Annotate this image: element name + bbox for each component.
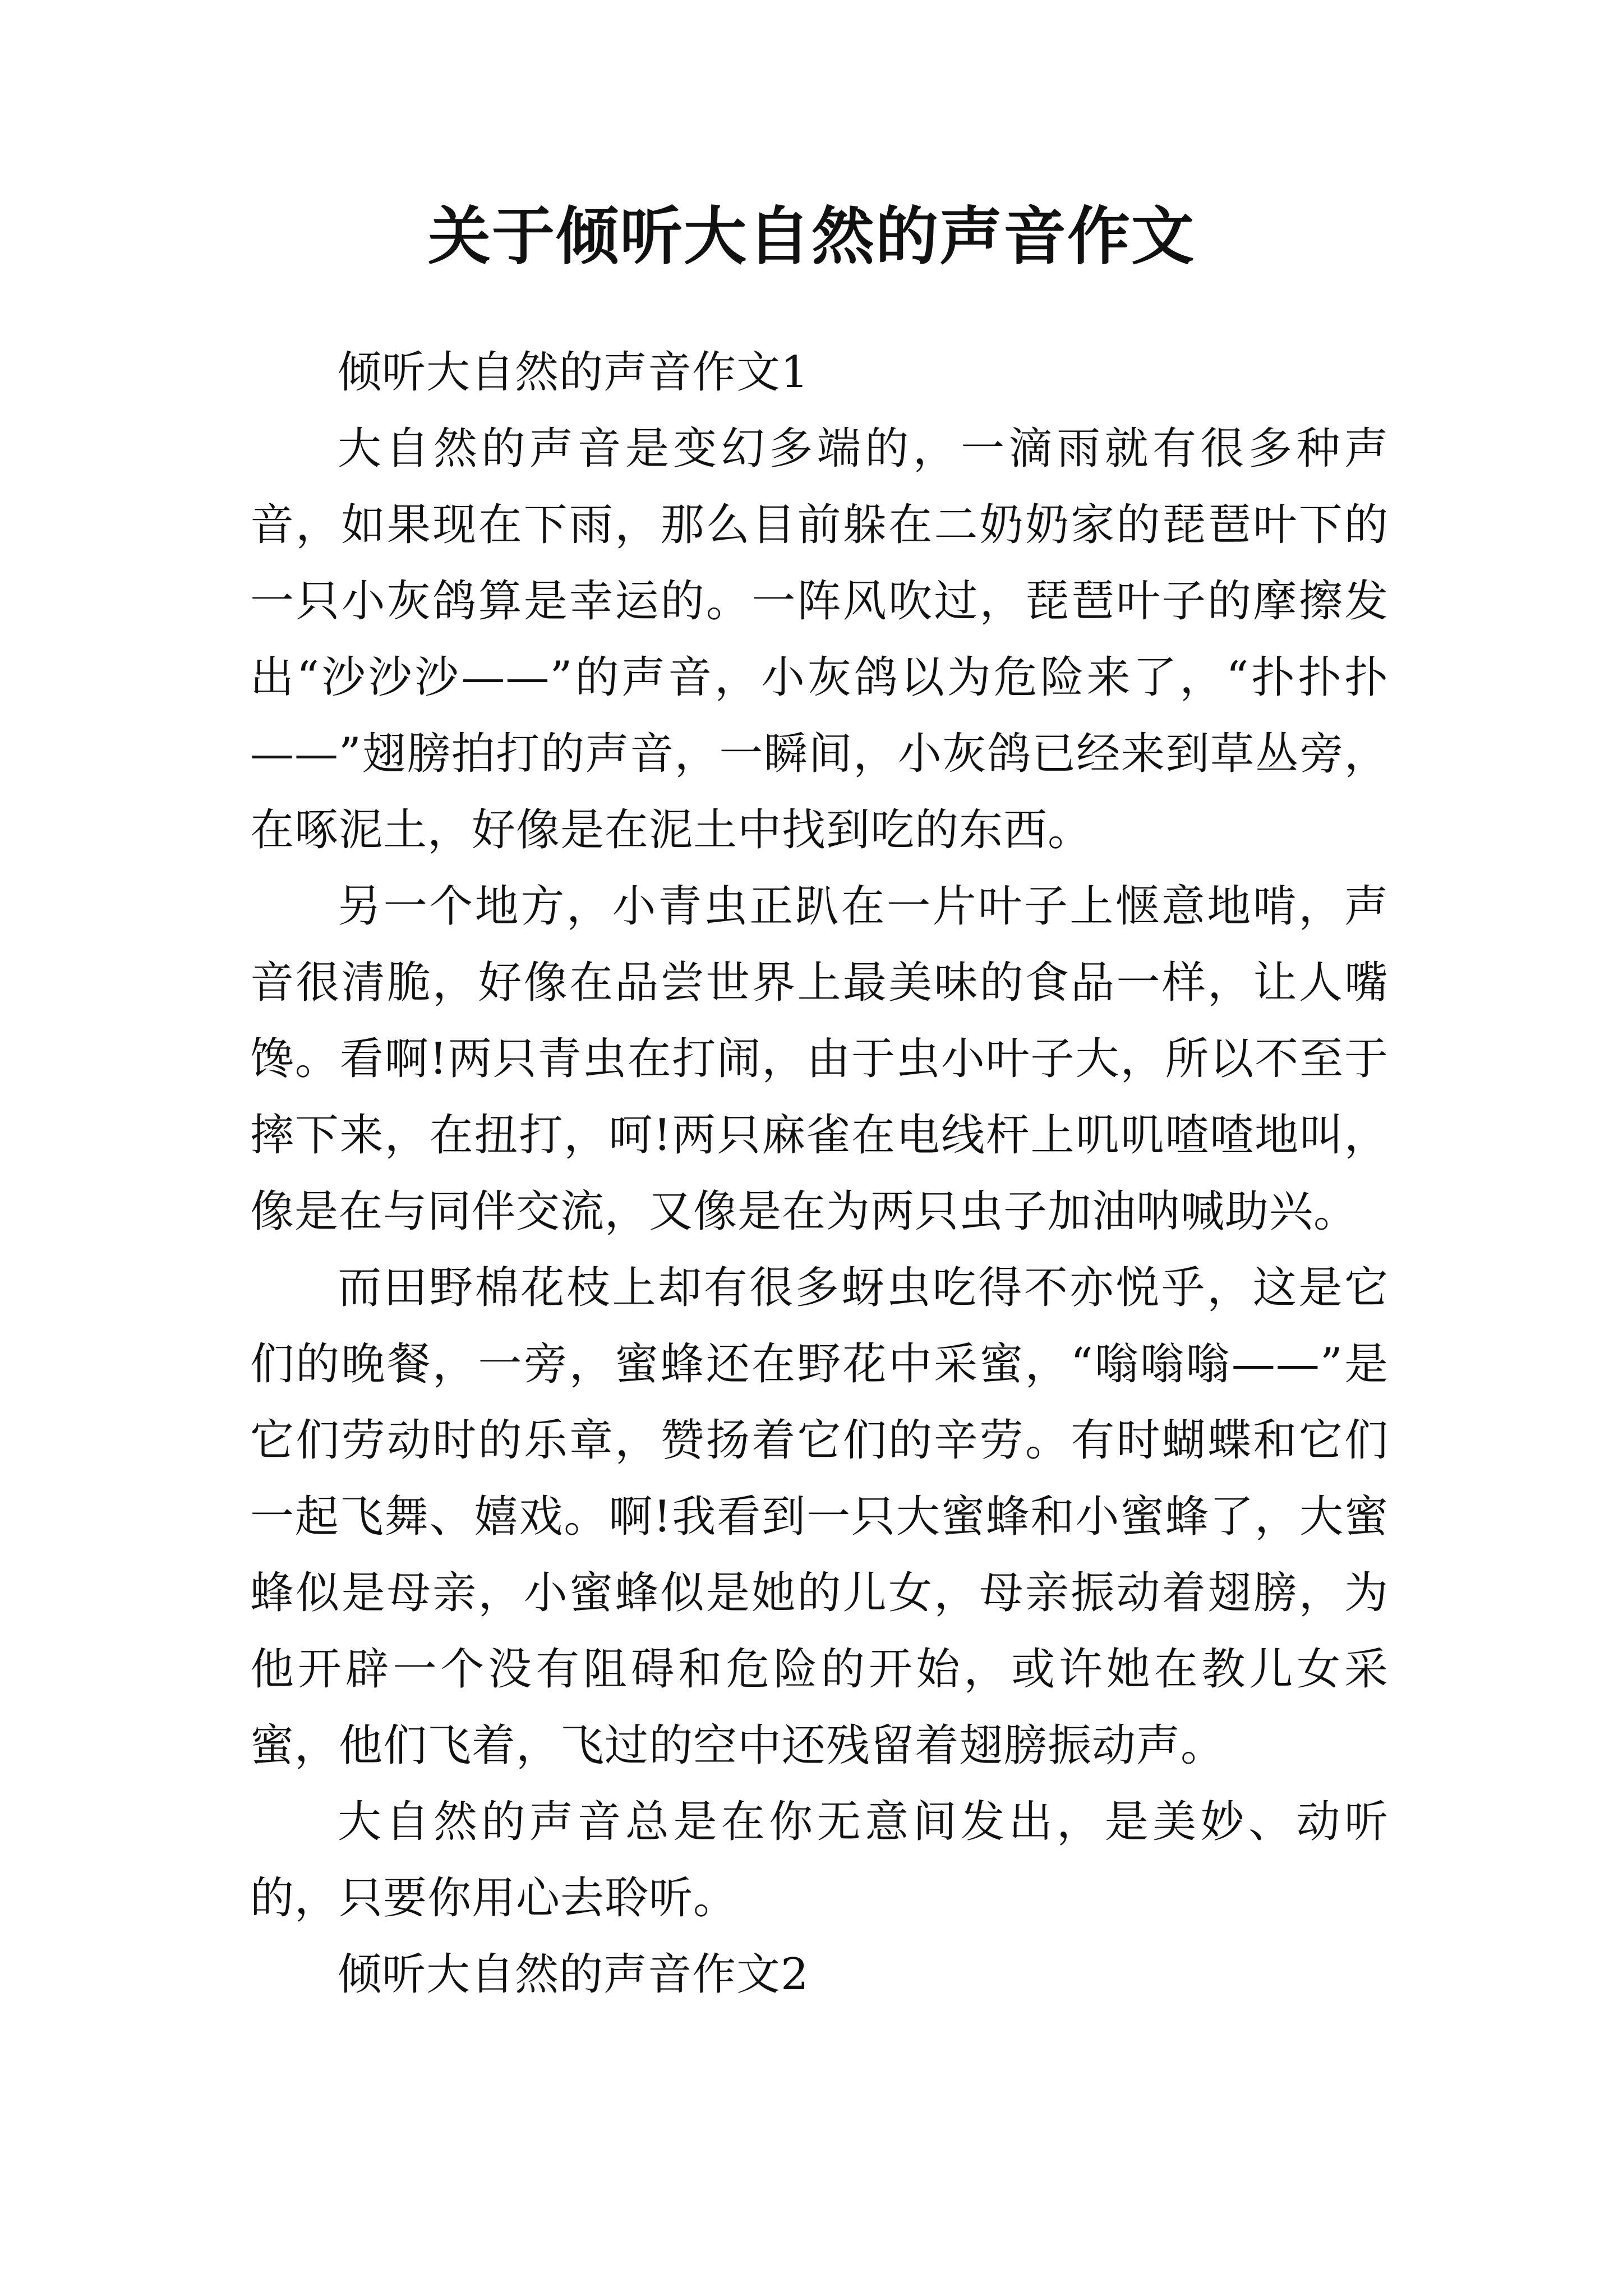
paragraph: 另一个地方，小青虫正趴在一片叶子上惬意地啃，声音很清脆，好像在品尝世界上最美味的食品一样，让人嘴馋。看啊!两只青虫在打闹，由于虫小叶子大，所以不至于摔下来，在扭打，呵!两只麻雀在电线杆上叽叽喳喳地叫，像是在与同伴交流，又像是在为两只虫子加油呐喊助兴。 (250, 881, 1389, 1237)
document-body (250, 334, 1389, 2013)
paragraph: 大自然的声音是变幻多端的，一滴雨就有很多种声音，如果现在下雨，那么目前躲在二奶奶家的琵琶叶下的一只小灰鸽算是幸运的。一阵风吹过，琵琶叶子的摩擦发出“沙沙沙——”的声音，小灰鸽以为危险来了，“扑扑扑——”翅膀拍打的声音，一瞬间，小灰鸽已经来到草丛旁，在啄泥土，好像是在泥土中找到吃的东西。 (250, 424, 1389, 855)
section-heading-1: 倾听大自然的声音作文1 (338, 347, 809, 398)
section-heading-2: 倾听大自然的声音作文2 (338, 1949, 809, 2000)
paragraph: 大自然的声音总是在你无意间发出，是美妙、动听的，只要你用心去聆听。 (250, 1797, 1389, 1924)
paragraph: 而田野棉花枝上却有很多蚜虫吃得不亦悦乎，这是它们的晚餐，一旁，蜜蜂还在野花中采蜜，“嗡嗡嗡——”是它们劳动时的乐章，赞扬着它们的辛劳。有时蝴蝶和它们一起飞舞、嬉戏。啊!我看到一只大蜜蜂和小蜜蜂了，大蜜蜂似是母亲，小蜜蜂似是她的儿女，母亲振动着翅膀，为他开辟一个没有阻碍和危险的开始，或许她在教儿女采蜜，他们飞着，飞过的空中还残留着翅膀振动声。 (250, 1263, 1389, 1771)
document-title: 关于倾听大自然的声音作文 (428, 200, 1195, 273)
